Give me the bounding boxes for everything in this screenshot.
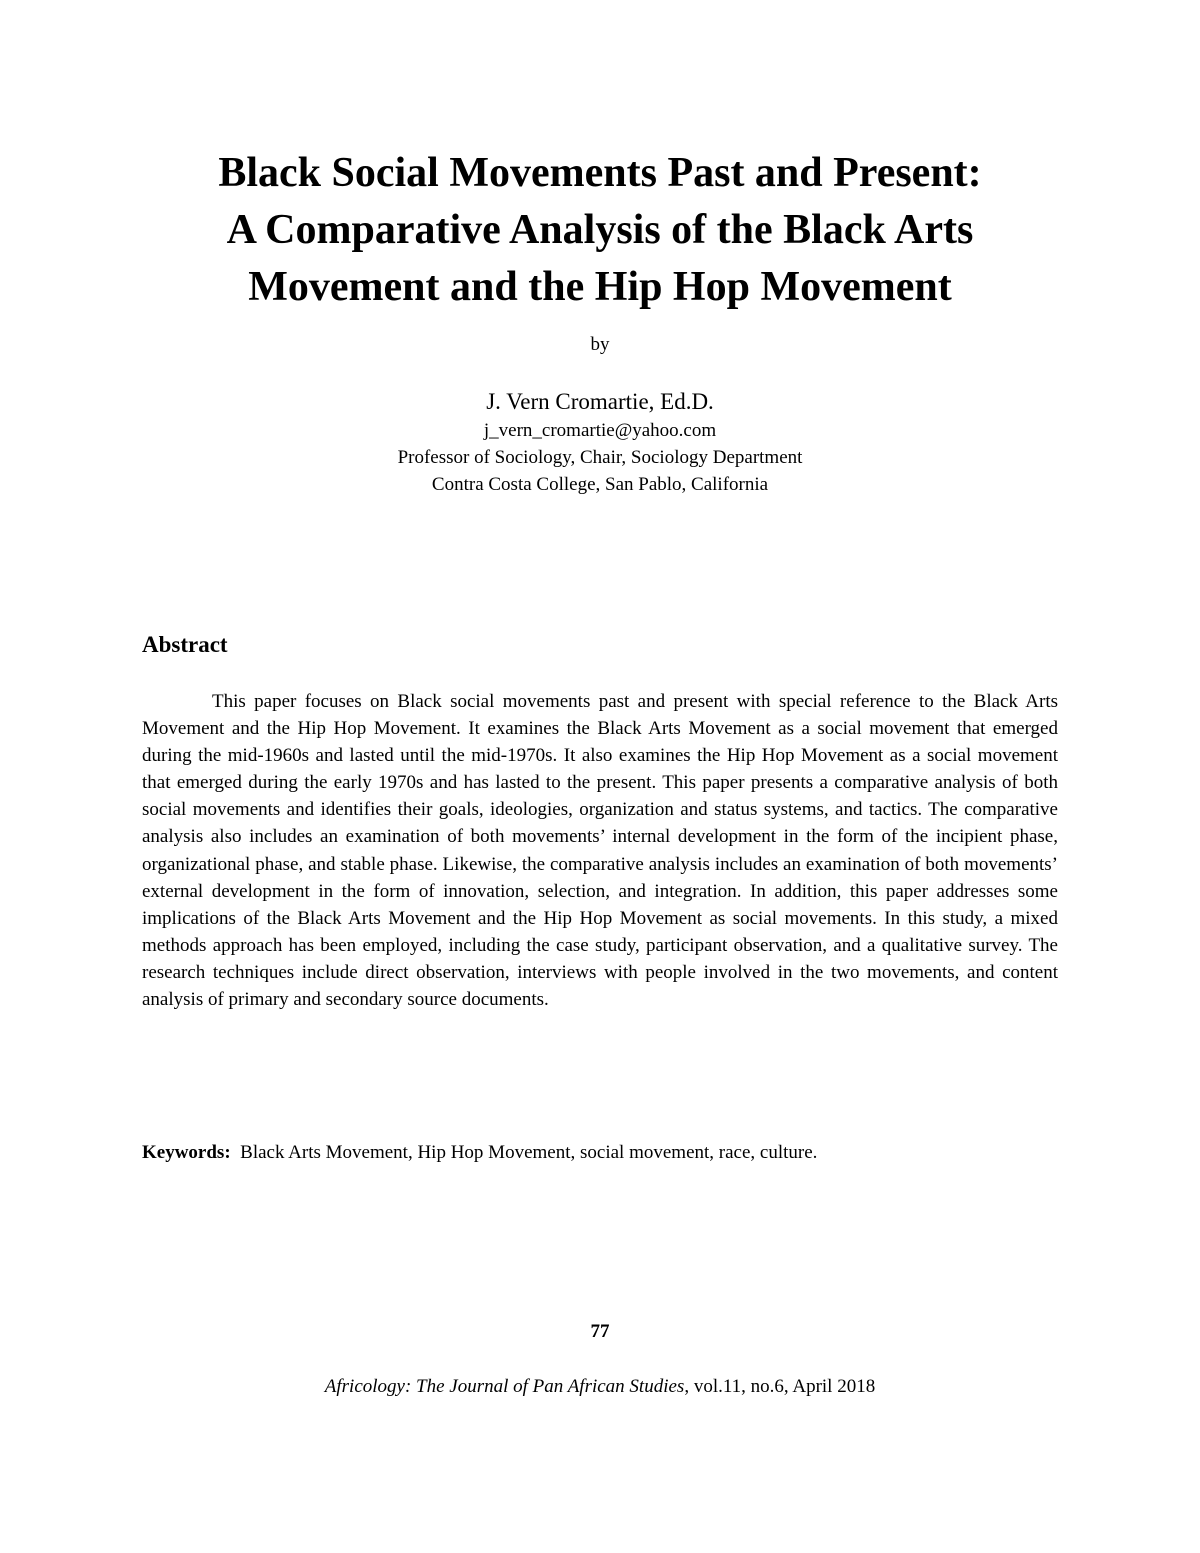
byline: by xyxy=(590,334,610,355)
journal-citation xyxy=(0,1375,1200,1399)
abstract-text: This paper focuses on Black social movements past and present with special reference to the Black Arts Movement and the Hip Hop Movement. It examines the Black Arts Movement as a social movement that emerged during the mid-1960s and lasted until the mid-1970s. It also examines the Hip Hop Movement as a social movement that emerged during the early 1970s and has lasted to the present. This paper presents a comparative analysis of both social movements and identifies their goals, ideologies, organization and status systems, and tactics. The comparative analysis also includes an examination of both movements’ internal development in the form of the incipient phase, organizational phase, and stable phase. Likewise, the comparative analysis includes an examination of both movements’ external development in the form of innovation, selection, and integration. In addition, this paper addresses some implications of the Black Arts Movement and the Hip Hop Movement as social movements. In this study, a mixed methods approach has been employed, including the case study, participant observation, and a qualitative survey. The research techniques include direct observation, interviews with people involved in the two movements, and content analysis of primary and secondary source documents. xyxy=(142,691,1058,1011)
page-number: 77 xyxy=(590,1321,610,1342)
author-institution: Contra Costa College, San Pablo, California xyxy=(431,474,769,495)
author-block xyxy=(0,387,1200,498)
author-email: j_vern_cromartie@yahoo.com xyxy=(483,420,717,441)
title-line-2: A Comparative Analysis of the Black Arts xyxy=(226,207,974,253)
journal-name: Africology: The Journal of Pan African Studies xyxy=(324,1376,685,1397)
keywords-label: Keywords: xyxy=(142,1142,231,1163)
title-line-1: Black Social Movements Past and Present: xyxy=(218,150,982,196)
keywords-text: Black Arts Movement, Hip Hop Movement, social movement, race, culture. xyxy=(240,1142,818,1163)
author-name: J. Vern Cromartie, Ed.D. xyxy=(486,389,714,414)
abstract-heading: Abstract xyxy=(142,632,228,657)
keywords xyxy=(142,1139,1058,1166)
title-line-3: Movement and the Hip Hop Movement xyxy=(248,264,952,310)
journal-details: , vol.11, no.6, April 2018 xyxy=(684,1376,876,1397)
author-position: Professor of Sociology, Chair, Sociology Department xyxy=(397,447,803,468)
paper-title xyxy=(100,145,1100,316)
